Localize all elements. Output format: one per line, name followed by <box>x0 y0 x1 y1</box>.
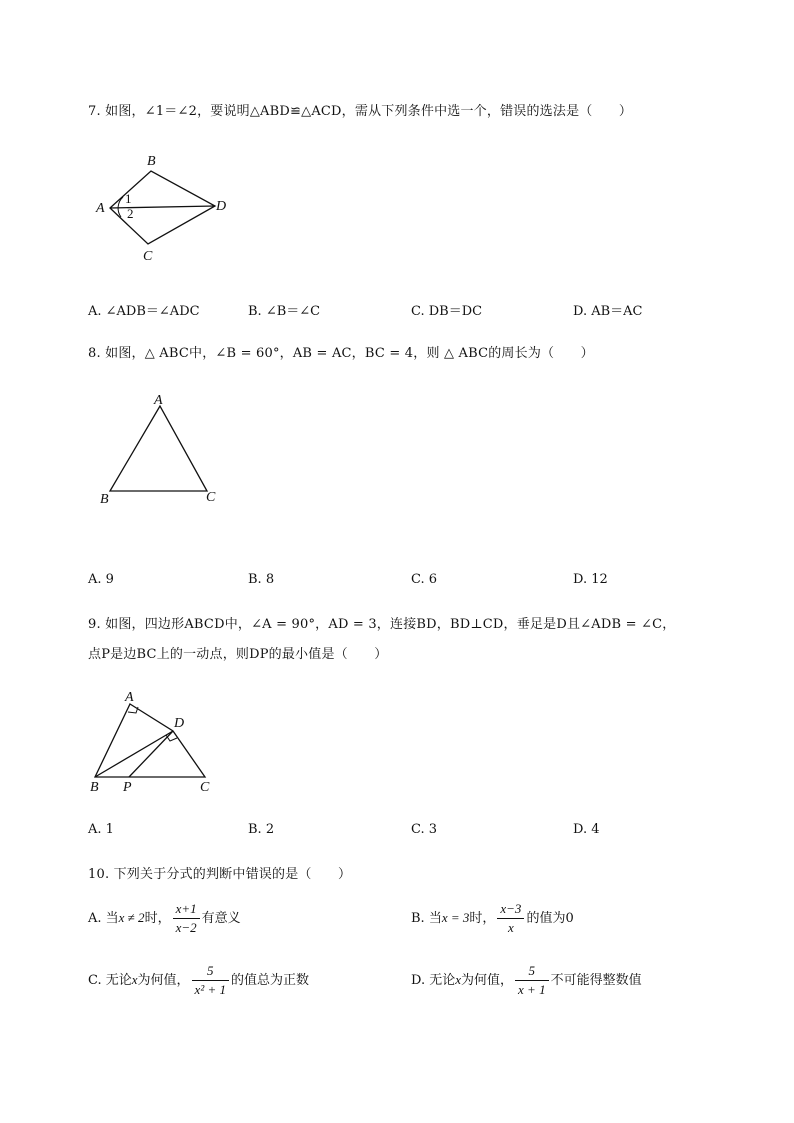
q9-label-d: D <box>174 716 185 731</box>
q8-option-b[interactable]: B. 8 <box>248 572 275 587</box>
q7-label-b: B <box>147 154 156 169</box>
q7-label-angle-2: 2 <box>127 206 134 221</box>
q9-label-b: B <box>90 780 99 795</box>
q9-option-d[interactable]: D. 4 <box>573 822 600 837</box>
q7-option-c[interactable]: C. DB＝DC <box>411 304 483 319</box>
q10-a-suffix: 有意义 <box>201 911 241 926</box>
q10-option-b[interactable] <box>411 900 574 937</box>
q10-option-c[interactable] <box>88 962 309 999</box>
q10-a-prefix: A. 当 <box>88 911 119 926</box>
q9-option-b[interactable]: B. 2 <box>248 822 275 837</box>
q9-label-c: C <box>200 780 210 795</box>
q10-a-condition: x ≠ 2 <box>118 910 145 925</box>
q7-option-a[interactable]: A. ∠ADB＝∠ADC <box>88 304 200 319</box>
q10-c-mid: 为何值， <box>137 973 190 988</box>
question-8-text: 8. 如图，△ ABC中，∠B = 60°，AB = AC，BC = 4，则 △ ABC的周长为（ ） <box>88 346 594 361</box>
q7-label-a: A <box>96 201 105 216</box>
q7-option-d[interactable]: D. AB＝AC <box>573 304 643 319</box>
q10-c-prefix: C. 无论 <box>88 973 132 988</box>
q7-label-c: C <box>143 249 153 264</box>
q8-label-b: B <box>100 492 109 507</box>
q10-d-mid: 为何值， <box>461 973 514 988</box>
q8-option-d[interactable]: D. 12 <box>573 572 608 587</box>
q10-d-prefix: D. 无论 <box>411 973 456 988</box>
question-7-text: 7. 如图，∠1＝∠2，要说明△ABD≌△ACD，需从下列条件中选一个，错误的选法是（ ） <box>88 104 633 119</box>
q9-option-a[interactable]: A. 1 <box>88 822 114 837</box>
q10-a-denominator: x−2 <box>175 920 197 935</box>
q7-option-b[interactable]: B. ∠B＝∠C <box>248 304 321 319</box>
figure-q9 <box>85 686 225 801</box>
q10-c-numerator: 5 <box>192 962 229 981</box>
q10-b-prefix: B. 当 <box>411 911 442 926</box>
q10-d-fraction <box>515 962 549 999</box>
q9-line-dp <box>129 731 173 777</box>
q7-diagonal-ad <box>110 206 215 208</box>
question-10-text: 10. 下列关于分式的判断中错误的是（ ） <box>88 867 352 882</box>
q10-option-d[interactable] <box>411 962 642 999</box>
q10-b-mid: 时， <box>469 911 496 926</box>
question-9-line-1: 9. 如图，四边形ABCD中，∠A = 90°，AD = 3，连接BD，BD⊥CD，垂足是D且∠ADB = ∠C， <box>88 617 676 632</box>
q8-label-c: C <box>206 490 216 505</box>
q10-c-variable: x <box>131 972 138 987</box>
question-9-line-2: 点P是边BC上的一动点，则DP的最小值是（ ） <box>88 647 388 662</box>
q9-label-a: A <box>125 690 134 705</box>
q10-b-numerator: x−3 <box>497 900 524 919</box>
q8-option-c[interactable]: C. 6 <box>411 572 438 587</box>
q10-a-fraction <box>173 900 200 937</box>
q9-label-p: P <box>123 780 132 795</box>
q8-triangle <box>110 406 207 491</box>
q10-d-numerator: 5 <box>515 962 549 981</box>
q10-b-fraction <box>497 900 524 937</box>
q10-b-condition: x = 3 <box>441 910 470 925</box>
q10-option-a[interactable] <box>88 900 241 937</box>
q10-c-denominator: x² + 1 <box>194 982 226 997</box>
q9-option-c[interactable]: C. 3 <box>411 822 438 837</box>
q8-label-a: A <box>154 393 163 408</box>
figure-q7 <box>85 148 245 268</box>
q7-label-angle-1: 1 <box>125 191 132 206</box>
q8-option-a[interactable]: A. 9 <box>88 572 114 587</box>
q10-d-denominator: x + 1 <box>518 982 546 997</box>
q10-a-mid: 时， <box>144 911 171 926</box>
q10-d-suffix: 不可能得整数值 <box>550 973 642 988</box>
q10-a-numerator: x+1 <box>173 900 200 919</box>
q10-c-fraction <box>192 962 229 999</box>
q9-quadrilateral <box>95 704 205 777</box>
q10-b-suffix: 的值为0 <box>526 911 574 926</box>
q7-label-d: D <box>216 199 227 214</box>
q10-b-denominator: x <box>508 920 514 935</box>
q10-c-suffix: 的值总为正数 <box>231 973 310 988</box>
figure-q8 <box>90 388 230 513</box>
q10-d-variable: x <box>455 972 462 987</box>
